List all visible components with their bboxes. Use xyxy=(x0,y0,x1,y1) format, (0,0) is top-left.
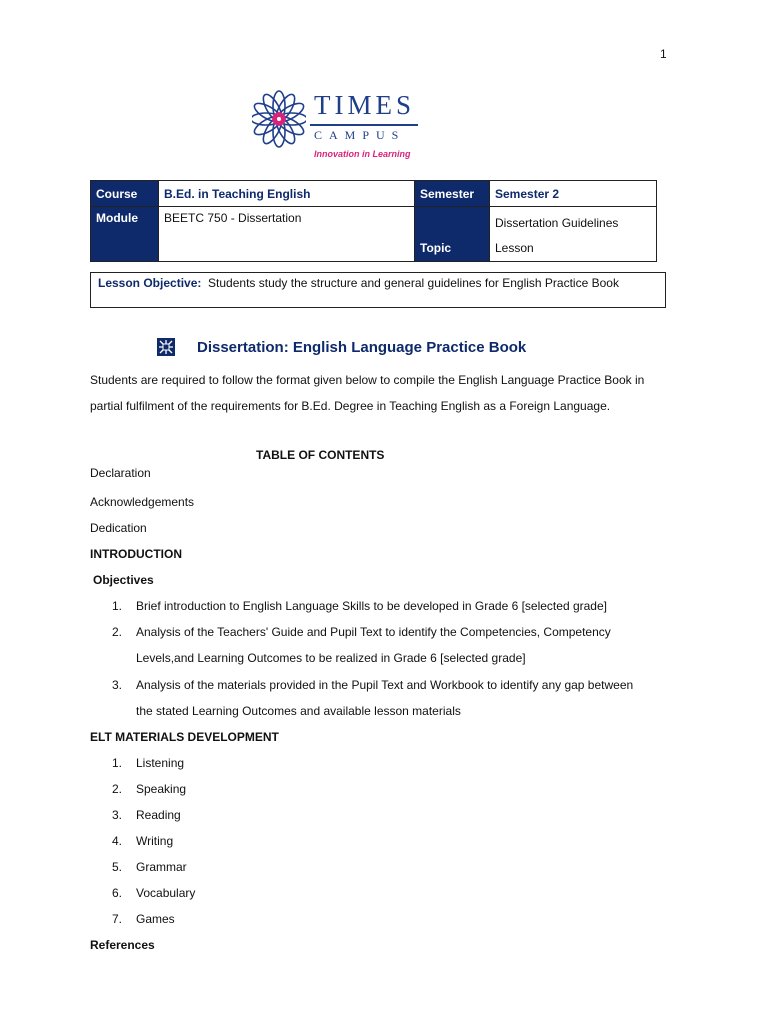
flower-emblem-icon xyxy=(252,88,306,150)
objective-item-number: 2. xyxy=(112,625,123,639)
elt-item-number: 3. xyxy=(112,808,123,822)
elt-item-label: Writing xyxy=(136,834,174,848)
intro-paragraph xyxy=(90,367,700,419)
objective-item-text: Analysis of the materials provided in the Pupil Text and Workbook to identify any gap between xyxy=(136,678,634,692)
logo-subtitle: CAMPUS xyxy=(314,128,406,142)
toc-objectives: Objectives xyxy=(93,573,154,587)
toc-declaration: Declaration xyxy=(90,466,151,480)
topic-line-1: Dissertation Guidelines xyxy=(495,216,619,230)
toc-acknowledgements: Acknowledgements xyxy=(90,495,195,509)
toc-references: References xyxy=(90,938,155,952)
elt-item-number: 2. xyxy=(112,782,123,796)
course-info-table xyxy=(90,180,657,262)
elt-item-label: Games xyxy=(136,912,175,926)
elt-item-number: 6. xyxy=(112,886,123,900)
objective-item-text-continued: Levels,and Learning Outcomes to be realized in Grade 6 [selected grade] xyxy=(136,651,526,665)
lesson-objective-text: Students study the structure and general guidelines for English Practice Book xyxy=(208,276,619,290)
lesson-objective-box xyxy=(90,272,666,308)
course-label: Course xyxy=(91,181,159,207)
module-value: BEETC 750 - Dissertation xyxy=(159,207,415,262)
topic-line-2: Lesson xyxy=(495,241,534,255)
elt-item-label: Reading xyxy=(136,808,181,822)
objective-item-text-continued: the stated Learning Outcomes and available lesson materials xyxy=(136,704,461,718)
intro-line-1: Students are required to follow the format given below to compile the English Language Practice Book in xyxy=(90,373,645,387)
intro-line-2: partial fulfilment of the requirements for B.Ed. Degree in Teaching English as a Foreign Language. xyxy=(90,399,611,413)
page-number: 1 xyxy=(660,47,667,61)
book-icon xyxy=(157,338,175,356)
module-label: Module xyxy=(91,207,159,262)
toc-title: TABLE OF CONTENTS xyxy=(256,448,385,462)
topic-value xyxy=(490,207,657,262)
semester-value: Semester 2 xyxy=(490,181,657,207)
toc-introduction: INTRODUCTION xyxy=(90,547,182,561)
times-campus-logo xyxy=(252,88,422,164)
semester-label: Semester xyxy=(415,181,490,207)
elt-item-label: Grammar xyxy=(136,860,187,874)
section-heading-text: Dissertation: English Language Practice Book xyxy=(197,338,527,356)
elt-item-number: 5. xyxy=(112,860,123,874)
elt-item-label: Vocabulary xyxy=(136,886,196,900)
objective-item-text: Analysis of the Teachers' Guide and Pupil Text to identify the Competencies, Competency xyxy=(136,625,611,639)
course-value: B.Ed. in Teaching English xyxy=(159,181,415,207)
logo-divider xyxy=(310,124,418,126)
toc-elt-materials: ELT MATERIALS DEVELOPMENT xyxy=(90,730,279,744)
elt-item-number: 4. xyxy=(112,834,123,848)
toc-dedication: Dedication xyxy=(90,521,147,535)
logo-title: TIMES xyxy=(314,90,415,120)
logo-tagline: Innovation in Learning xyxy=(314,149,411,159)
elt-item-number: 1. xyxy=(112,756,123,770)
objective-item-number: 1. xyxy=(112,599,123,613)
lesson-objective-label: Lesson Objective: xyxy=(98,276,202,290)
elt-item-label: Listening xyxy=(136,756,185,770)
objective-item-text: Brief introduction to English Language Skills to be developed in Grade 6 [selected grade] xyxy=(136,599,607,613)
elt-item-label: Speaking xyxy=(136,782,187,796)
objective-item-number: 3. xyxy=(112,678,123,692)
elt-item-number: 7. xyxy=(112,912,123,926)
topic-label: Topic xyxy=(415,207,490,262)
section-heading xyxy=(157,338,526,356)
